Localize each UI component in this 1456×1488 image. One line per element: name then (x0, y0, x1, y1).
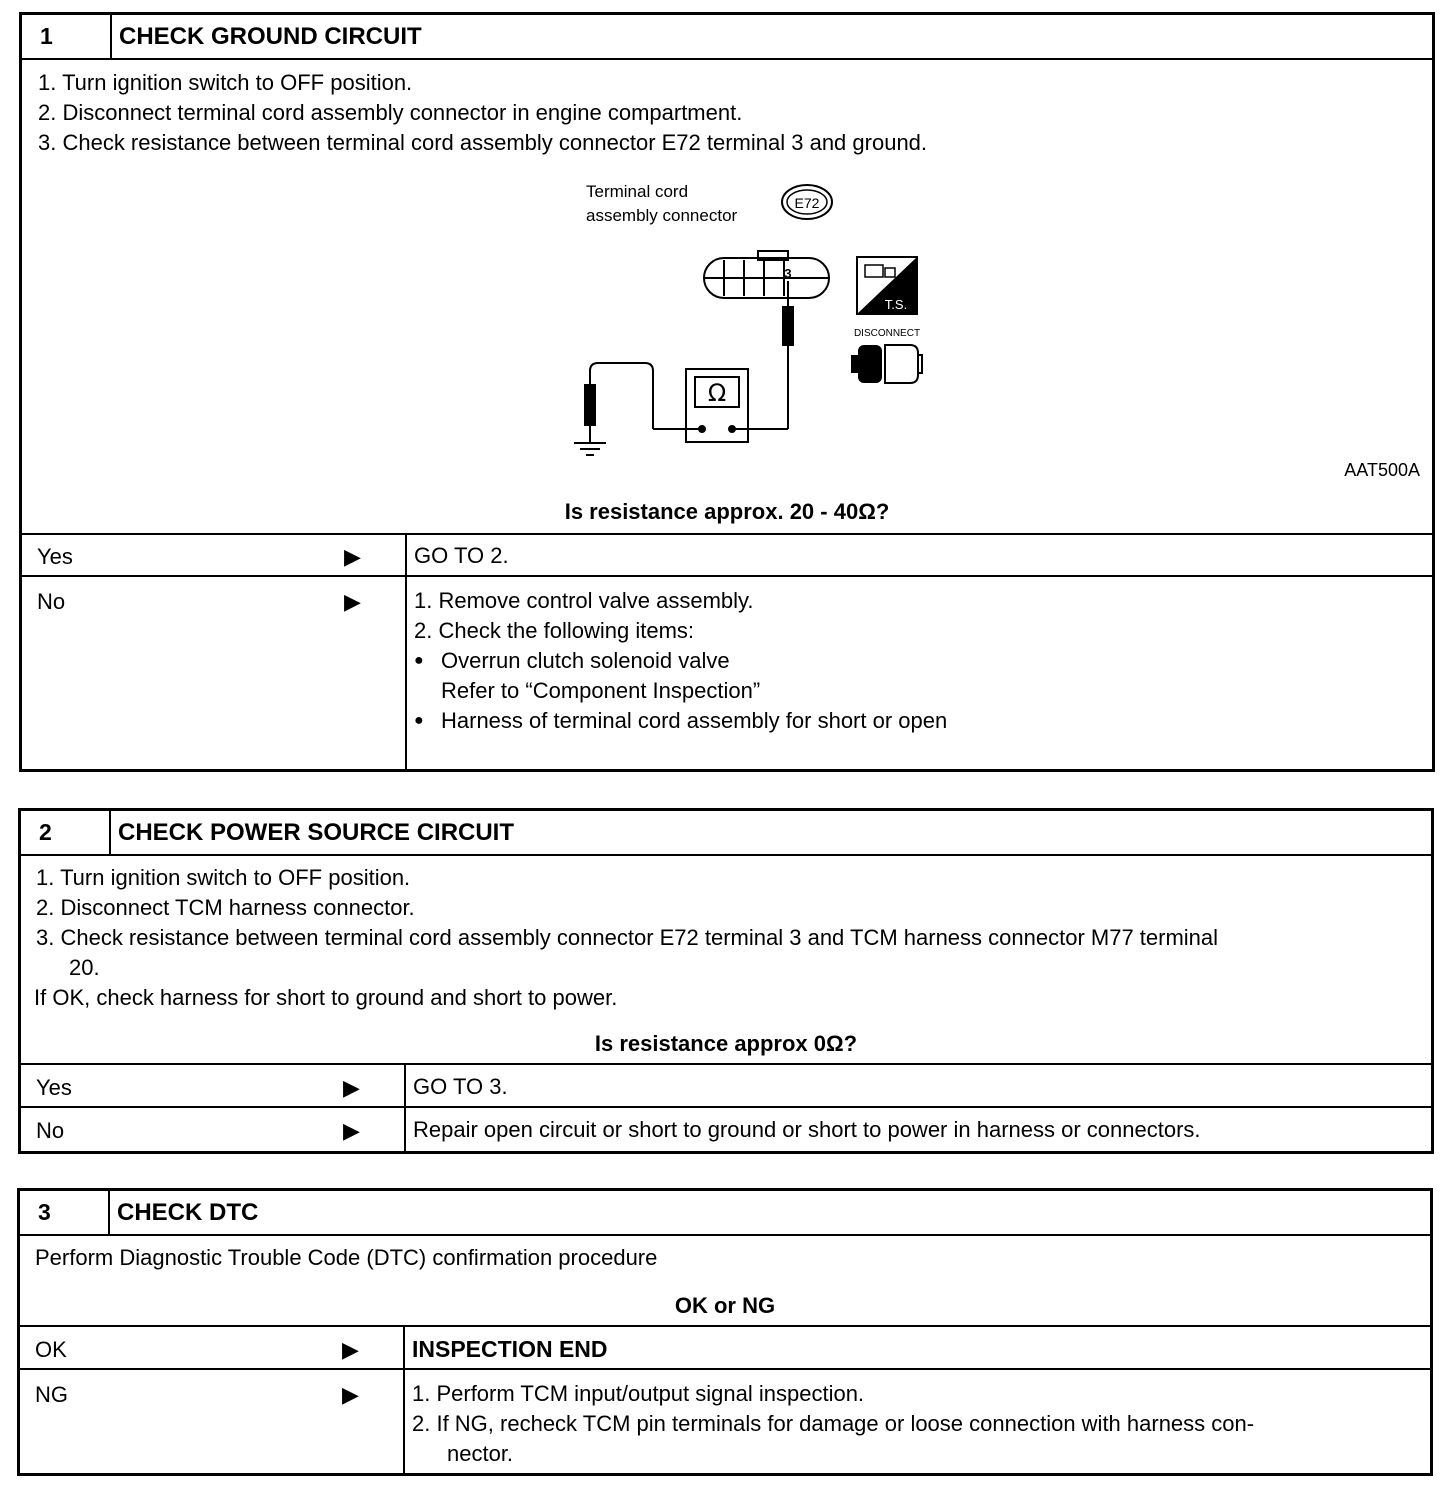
arrow-icon: ▶ (344, 589, 361, 614)
step-1-block (19, 12, 1435, 772)
result-line: 1. Perform TCM input/output signal inspection. (412, 1381, 865, 1406)
ts-icon (857, 257, 917, 314)
answer-row-ok (20, 1325, 1430, 1370)
answer-label: Yes (36, 1075, 72, 1100)
figure-label-line2: assembly connector (586, 206, 738, 225)
connector-icon (704, 251, 829, 298)
step-2-header (21, 811, 1431, 856)
answer-result: GO TO 2. (414, 543, 509, 568)
figure-label-line1: Terminal cord (586, 182, 689, 201)
answer-row-yes (21, 1063, 1431, 1108)
terminal-number: 3 (784, 266, 792, 281)
step-number: 1 (22, 15, 112, 58)
question: Is resistance approx 0Ω? (594, 1031, 858, 1056)
bullet-icon: ● (414, 712, 424, 729)
bullet-icon: ● (414, 652, 424, 669)
disconnect-label: DISCONNECT (853, 328, 921, 339)
step-1-header (22, 15, 1432, 60)
test-probe-positive (732, 281, 793, 429)
step-title: CHECK DTC (117, 1199, 259, 1226)
instruction-line: 1. Turn ignition switch to OFF position. (38, 70, 413, 95)
question: Is resistance approx. 20 - 40Ω? (564, 499, 890, 524)
arrow-icon: ▶ (342, 1337, 359, 1362)
answer-result: GO TO 3. (413, 1074, 508, 1099)
answer-result: Repair open circuit or short to ground or short to power in harness or connectors. (413, 1117, 1201, 1142)
ohm-symbol: Ω (707, 379, 727, 407)
step-2-block (18, 808, 1434, 1154)
result-line: Refer to “Component Inspection” (441, 678, 761, 703)
answer-row-yes (22, 533, 1432, 577)
connector-id-badge (782, 185, 832, 219)
answer-row-ng (20, 1368, 1430, 1473)
step-number: 2 (21, 811, 111, 854)
answer-row-no (22, 575, 1432, 769)
step-title: CHECK GROUND CIRCUIT (119, 23, 422, 50)
instruction-line: 20. (69, 955, 100, 980)
result-line: 2. If NG, recheck TCM pin terminals for damage or loose connection with harness con- (412, 1411, 1255, 1436)
instruction-line: 2. Disconnect TCM harness connector. (36, 895, 415, 920)
result-line: 2. Check the following items: (414, 618, 695, 643)
test-probe-ground (585, 363, 702, 443)
answer-label: Yes (37, 544, 73, 569)
question: OK or NG (674, 1293, 776, 1318)
answer-result: INSPECTION END (412, 1336, 608, 1362)
answer-label: No (37, 589, 66, 614)
instruction-line: 2. Disconnect terminal cord assembly connector in engine compartment. (38, 100, 743, 125)
ground-icon (574, 443, 606, 455)
instruction-line: 3. Check resistance between terminal cord assembly connector E72 terminal 3 and ground. (38, 130, 928, 155)
disconnect-icon (851, 345, 922, 383)
result-line: 1. Remove control valve assembly. (414, 588, 754, 613)
resistance-check-diagram (542, 175, 932, 460)
answer-row-no (21, 1106, 1431, 1151)
connector-id: E72 (794, 195, 820, 211)
step-3-block (17, 1188, 1433, 1476)
result-line: Overrun clutch solenoid valve (441, 648, 730, 673)
arrow-icon: ▶ (343, 1075, 360, 1100)
instruction-line: 3. Check resistance between terminal cord assembly connector E72 terminal 3 and TCM harness connector M77 terminal (36, 925, 1219, 950)
result-line: nector. (447, 1441, 514, 1466)
step-number: 3 (20, 1191, 110, 1234)
answer-label: OK (35, 1337, 67, 1362)
instruction-line: Perform Diagnostic Trouble Code (DTC) confirmation procedure (35, 1245, 658, 1270)
answer-label: No (36, 1118, 65, 1143)
arrow-icon: ▶ (344, 544, 361, 569)
figure-code: AAT500A (1344, 460, 1420, 480)
arrow-icon: ▶ (343, 1118, 360, 1143)
step-3-header (20, 1191, 1430, 1236)
instruction-line: If OK, check harness for short to ground and short to power. (34, 985, 618, 1010)
arrow-icon: ▶ (342, 1382, 359, 1407)
answer-label: NG (35, 1382, 68, 1407)
ts-label: T.S. (884, 297, 908, 312)
result-line: Harness of terminal cord assembly for short or open (441, 708, 948, 733)
step-title: CHECK POWER SOURCE CIRCUIT (118, 819, 515, 846)
instruction-line: 1. Turn ignition switch to OFF position. (36, 865, 411, 890)
